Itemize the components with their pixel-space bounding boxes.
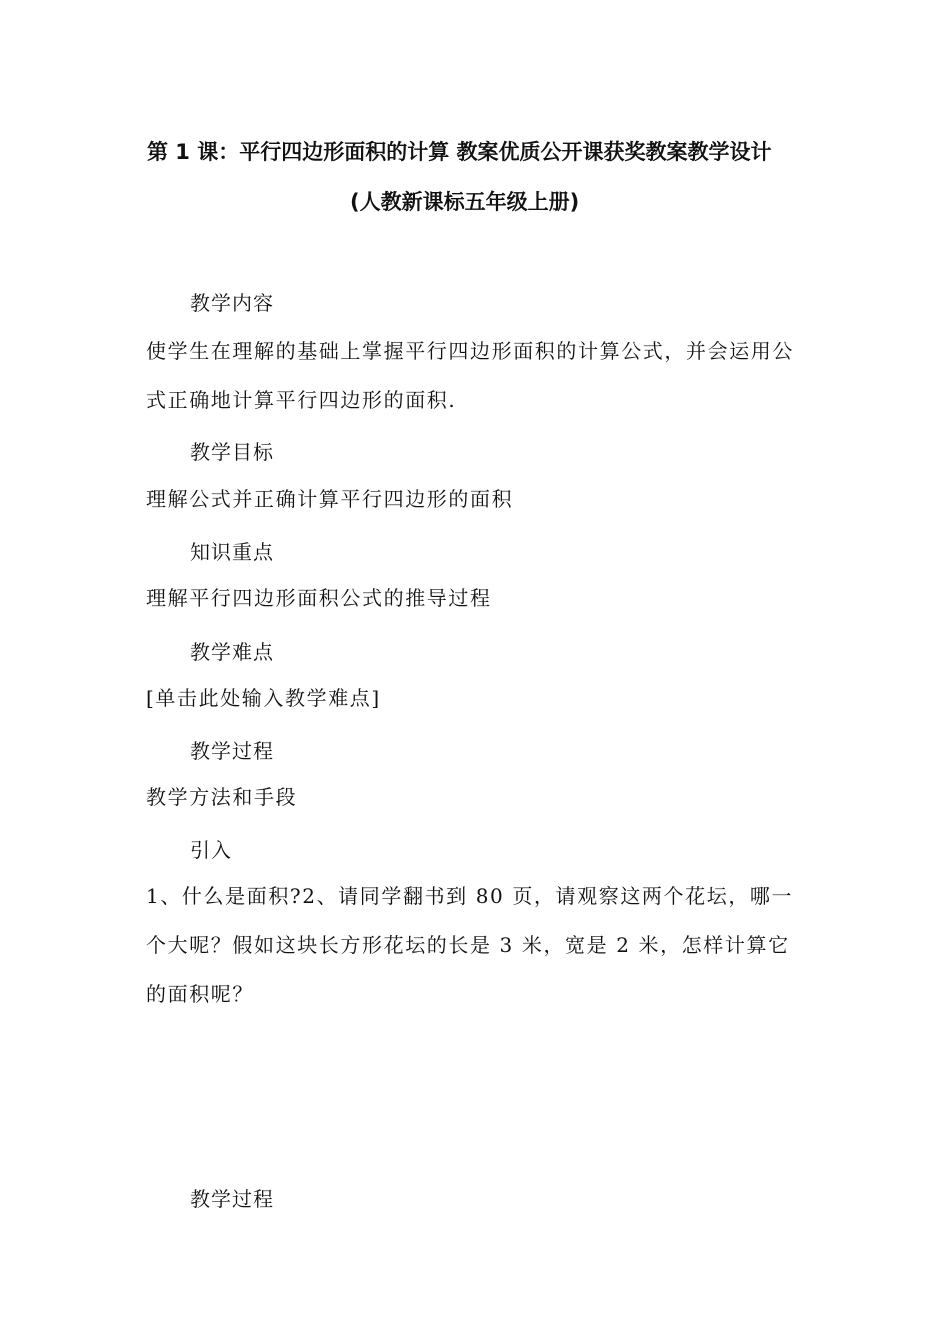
heading-teaching-content: 教学内容 <box>190 291 274 315</box>
heading-teaching-goals: 教学目标 <box>190 440 274 464</box>
heading-key-knowledge: 知识重点 <box>190 540 274 564</box>
document-title-line-2: (人教新课标五年级上册) <box>350 190 580 214</box>
placeholder-teaching-difficulty[interactable]: [单击此处输入教学难点] <box>146 686 381 710</box>
heading-teaching-difficulty: 教学难点 <box>190 640 274 664</box>
heading-teaching-process: 教学过程 <box>190 739 274 763</box>
heading-teaching-process-2: 教学过程 <box>190 1187 274 1211</box>
paragraph-teaching-content: 使学生在理解的基础上掌握平行四边形面积的计算公式，并会运用公式正确地计算平行四边形的面积. <box>146 339 794 412</box>
heading-introduction: 引入 <box>190 838 232 862</box>
paragraph-introduction: 1、什么是面积?2、请同学翻书到 80 页，请观察这两个花坛，哪一个大呢？假如这块长方形花坛的长是 3 米，宽是 2 米，怎样计算它的面积呢？ <box>146 884 794 1006</box>
paragraph-teaching-goals: 理解公式并正确计算平行四边形的面积 <box>146 487 514 511</box>
document-title-line-1: 第 1 课：平行四边形面积的计算 教案优质公开课获奖教案教学设计 <box>147 140 772 164</box>
paragraph-teaching-methods: 教学方法和手段 <box>146 785 298 809</box>
paragraph-key-knowledge: 理解平行四边形面积公式的推导过程 <box>146 586 492 610</box>
